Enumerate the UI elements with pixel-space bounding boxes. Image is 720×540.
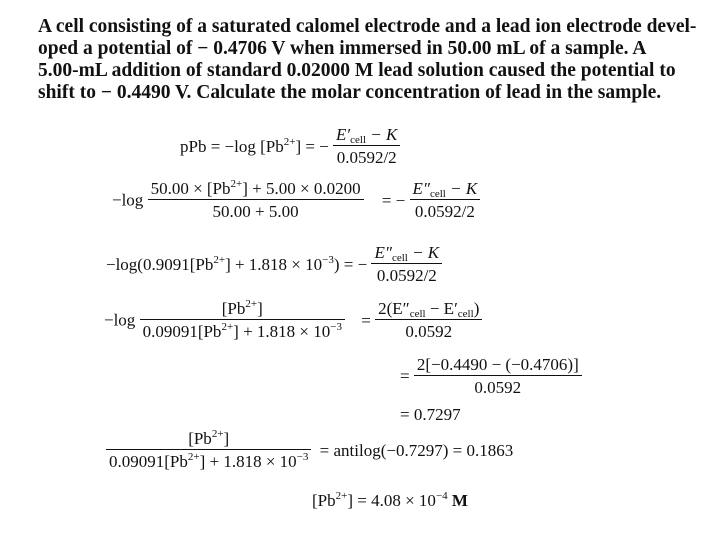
eq5-fraction: $\frac{2[-0.4490 - (-0.4706)]}{0.0592}$ (414, 356, 582, 396)
eq3-fraction: $\frac{E''_{cell} - K}{0.0592/2}$ (371, 244, 442, 284)
eq2-fraction-left: $\frac{50.00 \times [Pb^{2+}] + 5.00 \times 0.0200}{50.00 + 5.00}$ (148, 180, 364, 220)
eq2-fraction-right: $\frac{E''_{cell} - K}{0.0592/2}$ (410, 180, 481, 220)
eq7-fraction: $\frac{[Pb^{2+}]}{0.09091[Pb^{2+}] + 1.818 \times 10^{-3}}$ (106, 430, 311, 470)
eq4-fraction-left: $\frac{[Pb^{2+}]}{0.09091[Pb^{2+}] + 1.818 \times 10^{-3}}$ (140, 300, 345, 340)
eq4-fraction-right: $\frac{2(E''_{cell} - E'_{cell})}{0.0592}$ (375, 300, 482, 340)
problem-line: shift to − 0.4490 V. Calculate the molar concentration of lead in the sample. (38, 82, 662, 103)
equation-ppb-definition (180, 126, 400, 166)
eq5-equals: = (400, 366, 410, 386)
eq4-neg-log: −log (104, 310, 136, 330)
equation-simplified (106, 244, 442, 284)
eq1-fraction: $\frac{E'_{cell} - K}{0.0592/2}$ (333, 126, 400, 166)
eq1-lhs: pPb = −log $[Pb^{2+}]$ = − (180, 135, 329, 156)
eq2-equals: = − (381, 190, 406, 210)
eq4-equals: = (361, 310, 371, 330)
eq6-value: = 0.7297 (400, 405, 461, 424)
equation-final-answer: $[Pb^{2+}] = 4.08 \times 10^{-4}$ M (312, 490, 468, 510)
eq3-lhs: $-\log(0.9091[Pb^{2+}] + 1.818 \times 10^{-3})$ = − (106, 253, 368, 274)
equation-substitution (400, 356, 582, 396)
eq7-rhs: = antilog(−0.7297) = 0.1863 (319, 440, 514, 460)
eq2-neg-log: −log (112, 190, 144, 210)
problem-line: 5.00-mL addition of standard 0.02000 M lead solution caused the potential to (38, 60, 676, 81)
equation-ratio (104, 300, 482, 340)
eq8-unit: M (451, 491, 468, 510)
problem-line: oped a potential of − 0.4706 V when immersed in 50.00 mL of a sample. A (38, 38, 647, 59)
equation-after-addition (112, 180, 480, 220)
problem-line: A cell consisting of a saturated calomel electrode and a lead ion electrode devel- (38, 16, 697, 37)
equation-result-log (400, 406, 461, 423)
problem-statement (38, 16, 700, 104)
equation-antilog (106, 430, 513, 470)
